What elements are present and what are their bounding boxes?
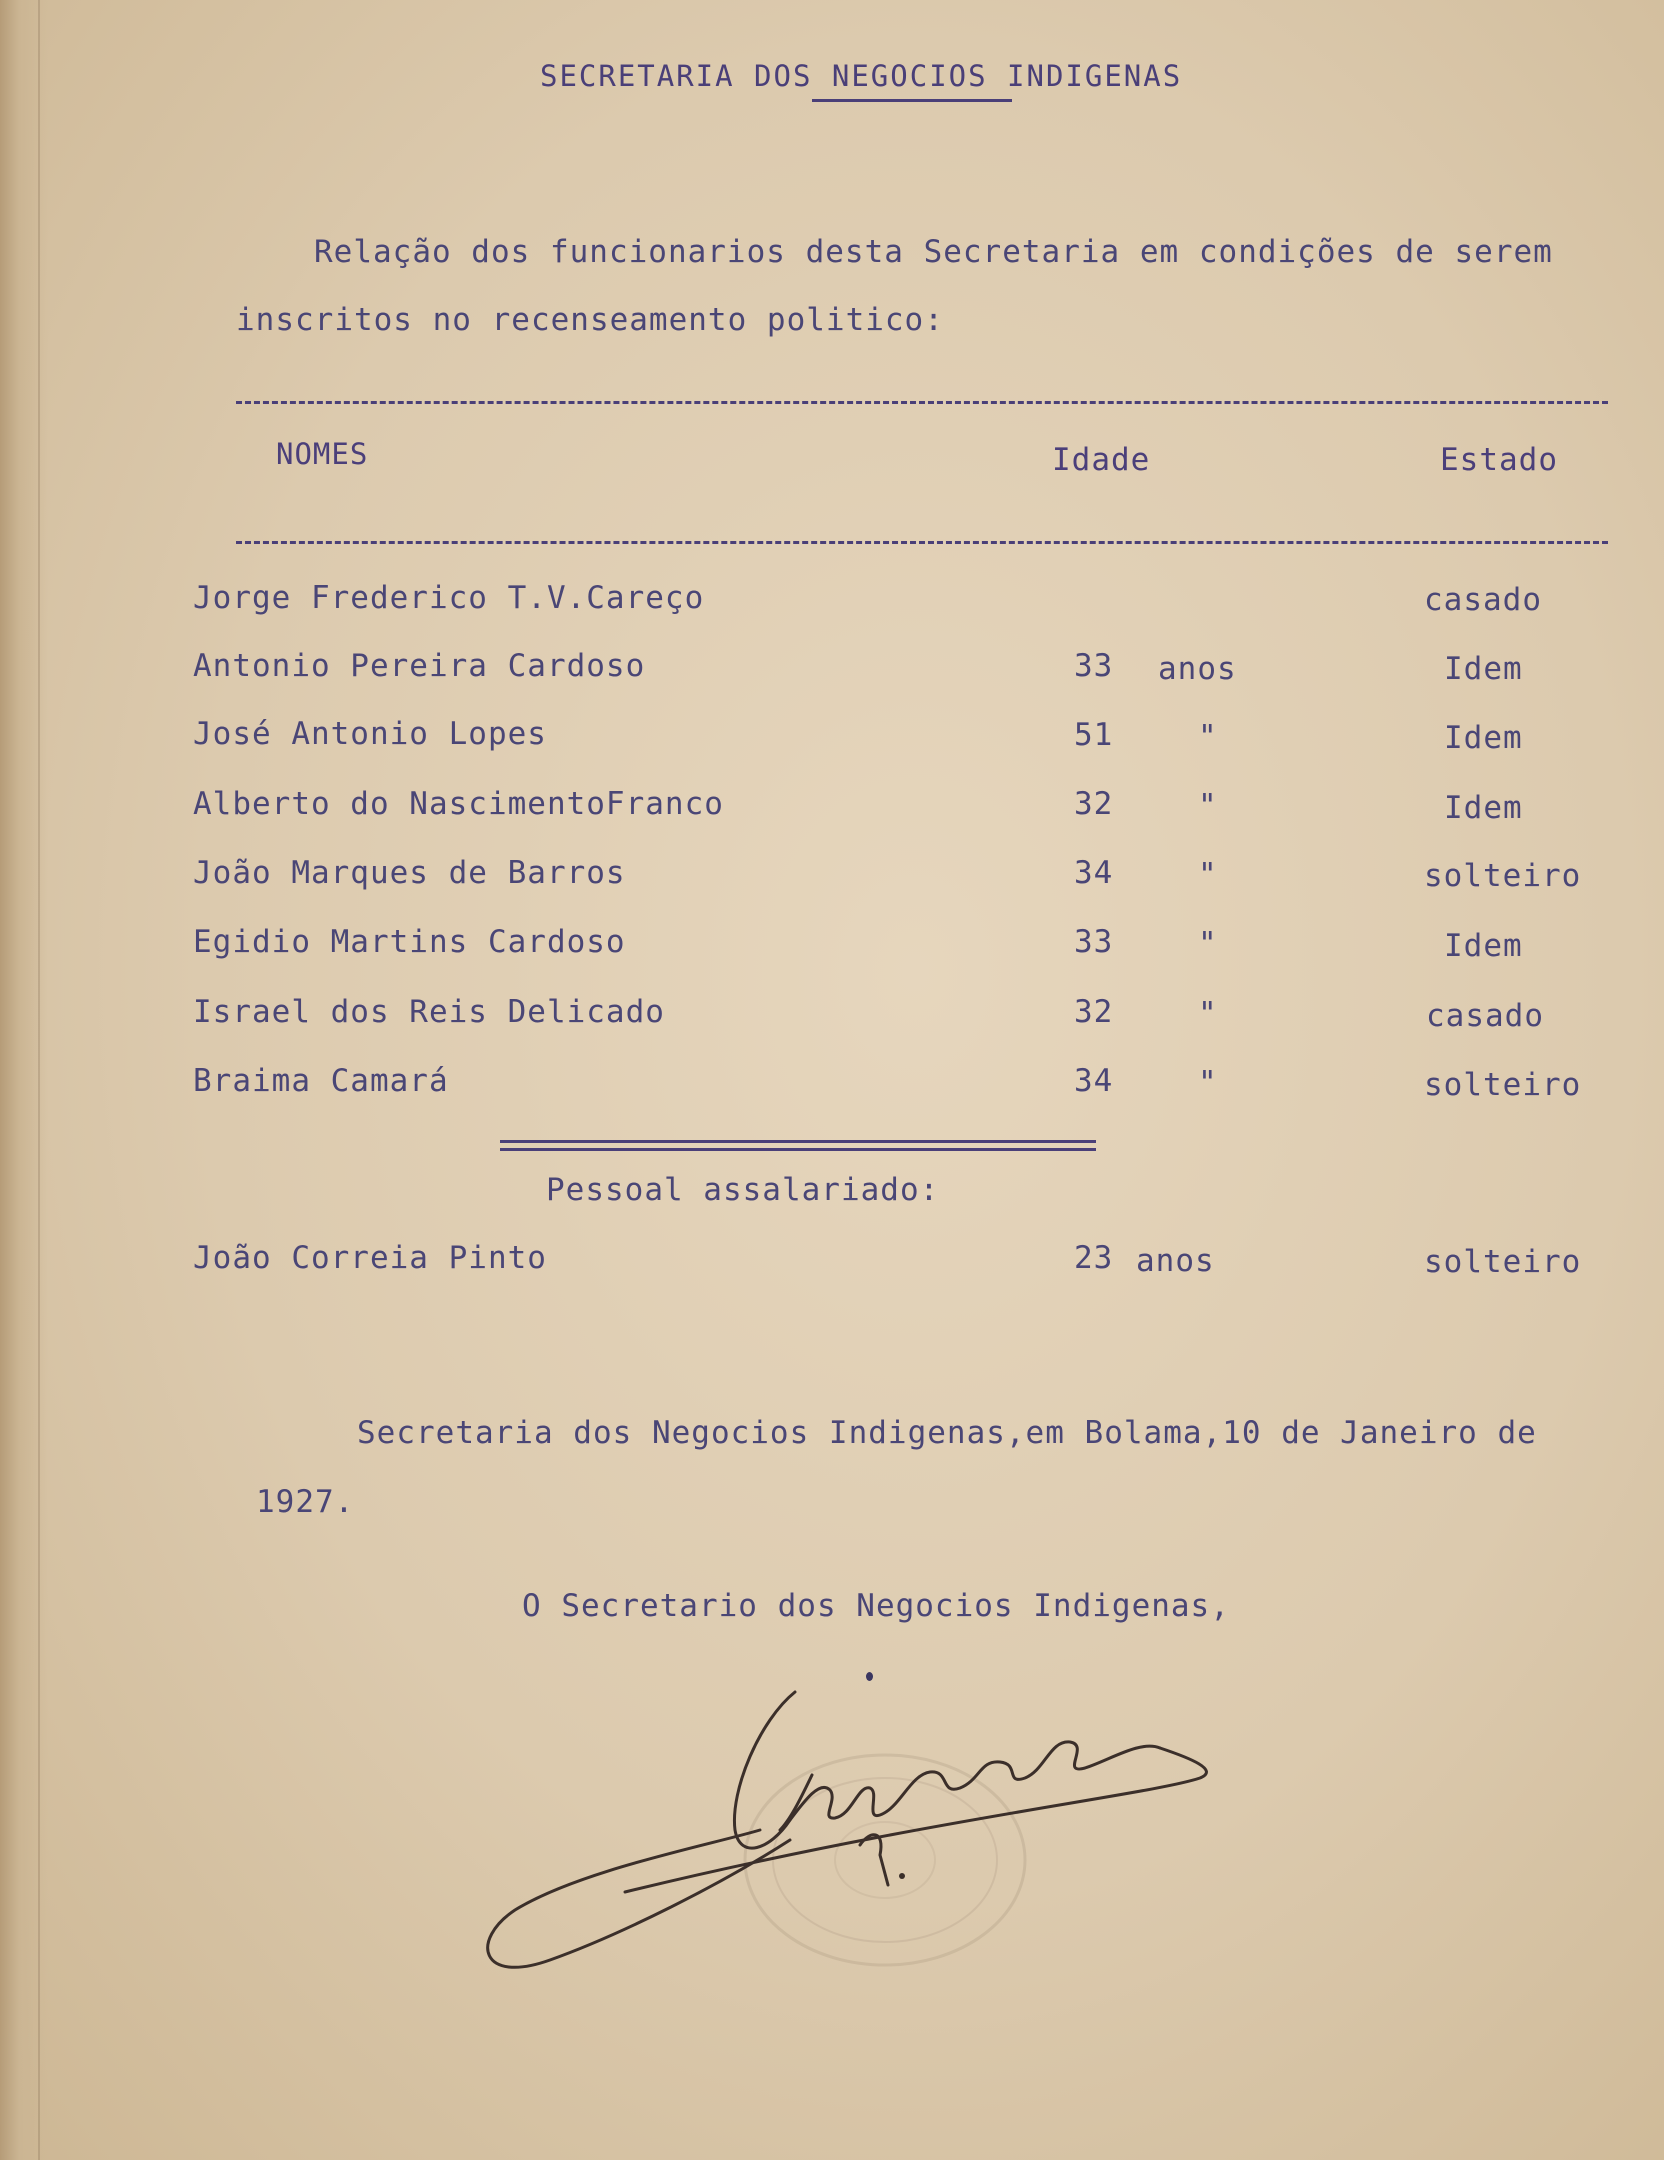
column-header-names: NOMES — [276, 437, 369, 471]
staff-age-unit: " — [1198, 926, 1218, 962]
staff-age: 33 — [1074, 648, 1114, 684]
staff-state: Idem — [1444, 651, 1523, 687]
staff-age: 51 — [1074, 717, 1114, 753]
salaried-age-unit: anos — [1136, 1243, 1215, 1279]
staff-age: 32 — [1074, 786, 1114, 822]
staff-name: José Antonio Lopes — [193, 716, 547, 752]
staff-state: casado — [1424, 582, 1542, 618]
staff-name: Braima Camará — [193, 1063, 449, 1099]
staff-state: solteiro — [1424, 1067, 1582, 1103]
staff-name: Egidio Martins Cardoso — [193, 924, 626, 960]
staff-name: Jorge Frederico T.V.Careço — [193, 580, 705, 616]
salaried-name: João Correia Pinto — [193, 1240, 547, 1276]
staff-age-unit: anos — [1158, 651, 1237, 687]
intro-line-1: Relação dos funcionarios desta Secretaria em condições de serem — [314, 234, 1553, 270]
staff-age: 33 — [1074, 924, 1114, 960]
staff-name: Antonio Pereira Cardoso — [193, 648, 646, 684]
table-top-rule — [236, 401, 1608, 404]
heading-underline — [812, 99, 1012, 102]
salaried-heading: Pessoal assalariado: — [546, 1172, 940, 1208]
paper-fold-line — [38, 0, 40, 2160]
staff-state: solteiro — [1424, 858, 1582, 894]
salaried-age: 23 — [1074, 1240, 1114, 1276]
staff-age-unit: " — [1198, 788, 1218, 824]
column-header-state: Estado — [1440, 442, 1558, 478]
staff-state: casado — [1426, 998, 1544, 1034]
staff-name: Israel dos Reis Delicado — [193, 994, 665, 1030]
section-double-rule-bottom — [500, 1148, 1096, 1151]
closing-place-date: Secretaria dos Negocios Indigenas,em Bolama,10 de Janeiro de — [357, 1415, 1537, 1451]
staff-age-unit: " — [1198, 857, 1218, 893]
staff-state: Idem — [1444, 720, 1523, 756]
staff-name: Alberto do NascimentoFranco — [193, 786, 724, 822]
staff-age-unit: " — [1198, 1065, 1218, 1101]
salaried-state: solteiro — [1424, 1244, 1582, 1280]
staff-age-unit: " — [1198, 996, 1218, 1032]
staff-state: Idem — [1444, 790, 1523, 826]
column-header-age: Idade — [1052, 442, 1151, 478]
staff-name: João Marques de Barros — [193, 855, 626, 891]
intro-line-2: inscritos no recenseamento politico: — [236, 302, 944, 338]
staff-age: 32 — [1074, 994, 1114, 1030]
paper-edge-shadow — [0, 0, 48, 2160]
closing-signatory: O Secretario dos Negocios Indigenas, — [522, 1588, 1230, 1624]
staff-state: Idem — [1444, 928, 1523, 964]
closing-year: 1927. — [256, 1484, 355, 1520]
office-heading: SECRETARIA DOS NEGOCIOS INDIGENAS — [540, 59, 1183, 93]
staff-age-unit: " — [1198, 719, 1218, 755]
table-header-rule — [236, 541, 1608, 544]
staff-age: 34 — [1074, 1063, 1114, 1099]
staff-age: 34 — [1074, 855, 1114, 891]
section-double-rule-top — [500, 1140, 1096, 1143]
handwritten-signature — [460, 1680, 1240, 2000]
